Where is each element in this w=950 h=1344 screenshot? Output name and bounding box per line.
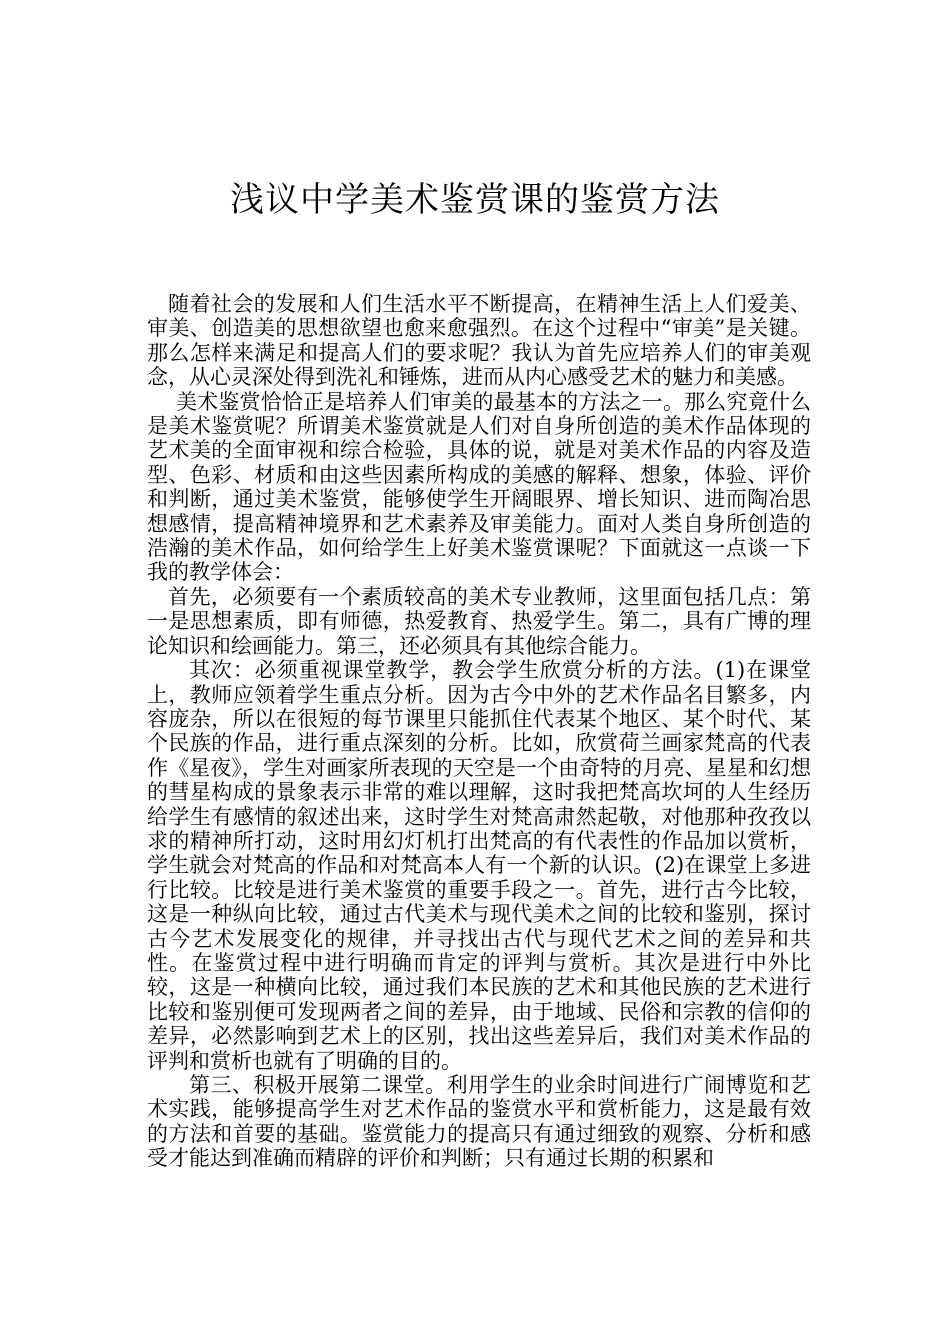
document-body — [147, 292, 811, 1171]
paragraph-appreciation-definition: 美术鉴赏恰恰正是培养人们审美的最基本的方法之一。那么究竟什么是美术鉴赏呢？所谓美术鉴赏就是人们对自身所创造的美术作品体现的艺术美的全面审视和综合检验，具体的说，就是对美术作品的内容及造型、色彩、材质和由这些因素所构成的美感的解释、想象，体验、评价和判断，通过美术鉴赏，能够使学生开阔眼界、增长知识、进而陶冶思想感情，提高精神境界和艺术素养及审美能力。面对人类自身所创造的浩瀚的美术作品，如何给学生上好美术鉴赏课呢？下面就这一点谈一下我的教学体会： — [147, 389, 811, 585]
document-title: 浅议中学美术鉴赏课的鉴赏方法 — [230, 180, 720, 220]
paragraph-teacher-quality: 首先，必须要有一个素质较高的美术专业教师，这里面包括几点：第一是思想素质，即有师德，热爱教育、热爱学生。第二，具有广博的理论知识和绘画能力。第三，还必须具有其他综合能力。 — [147, 584, 811, 658]
paragraph-intro: 随着社会的发展和人们生活水平不断提高，在精神生活上人们爱美、审美、创造美的思想欲望也愈来愈强烈。在这个过程中“审美”是关键。那么怎样来满足和提高人们的要求呢？我认为首先应培养人们的审美观念，从心灵深处得到洗礼和锤炼，进而从内心感受艺术的魅力和美感。 — [147, 292, 811, 390]
paragraph-second-classroom: 第三、积极开展第二课堂。利用学生的业余时间进行广闹博览和艺术实践，能够提高学生对艺术作品的鉴赏水平和赏析能力，这是最有效的方法和首要的基础。鉴赏能力的提高只有通过细致的观察、分析和感受才能达到准确而精辟的评价和判断；只有通过长期的积累和 — [147, 1073, 811, 1171]
paragraph-classroom-teaching: 其次：必须重视课堂教学，教会学生欣赏分析的方法。(1)在课堂上，教师应领着学生重点分析。因为古今中外的艺术作品名目繁多，内容庞杂，所以在很短的每节课里只能抓住代表某个地区、某个时代、某个民族的作品，进行重点深刻的分析。比如，欣赏荷兰画家梵高的代表作《星夜》，学生对画家所表现的天空是一个由奇特的月亮、星星和幻想的彗星构成的景象表示非常的难以理解，这时我把梵高坎坷的人生经历给学生有感情的叙述出来，这时学生对梵高肃然起敬，对他那种孜孜以求的精神所打动，这时用幻灯机打出梵高的有代表性的作品加以赏析，学生就会对梵高的作品和对梵高本人有一个新的认识。(2)在课堂上多进行比较。比较是进行美术鉴赏的重要手段之一。首先，进行古今比较，这是一种纵向比较，通过古代美术与现代美术之间的比较和鉴别，探讨古今艺术发展变化的规律，并寻找出古代与现代艺术之间的差异和共性。在鉴赏过程中进行明确而肯定的评判与赏析。其次是进行中外比较，这是一种横向比较，通过我们本民族的艺术和其他民族的艺术进行比较和鉴别便可发现两者之间的差异，由于地域、民俗和宗教的信仰的差异，必然影响到艺术上的区别，找出这些差异后，我们对美术作品的评判和赏析也就有了明确的目的。 — [147, 658, 811, 1073]
